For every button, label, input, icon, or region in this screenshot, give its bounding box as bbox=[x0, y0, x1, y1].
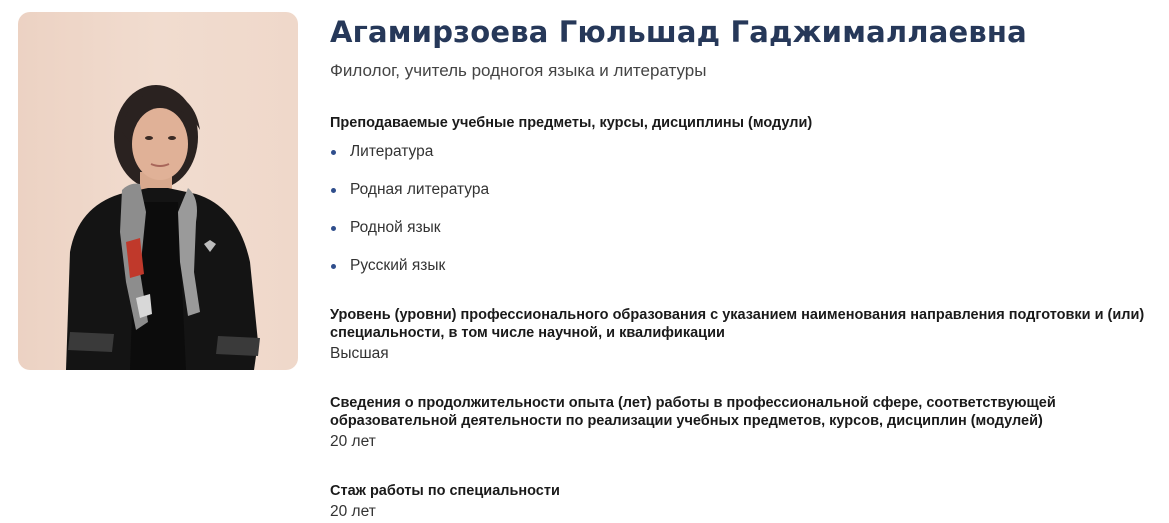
teacher-position: Филолог, учитель родногоя языка и литературы bbox=[330, 61, 707, 80]
list-item: Родной язык bbox=[330, 218, 1155, 238]
stazh-value: 20 лет bbox=[330, 503, 376, 520]
experience-label: Сведения о продолжительности опыта (лет) работы в профессиональной сфере, соответствующей образовательной деятельности по реализации учебных предметов, курсов, дисциплин (модулей) bbox=[330, 395, 1056, 429]
stazh-block bbox=[330, 482, 1155, 522]
experience-block bbox=[330, 394, 1155, 452]
stazh-label: Стаж работы по специальности bbox=[330, 483, 560, 499]
person-photo-icon bbox=[18, 12, 298, 370]
teacher-name: Агамирзоева Гюльшад Гаджималлаевна bbox=[330, 15, 1027, 49]
list-item: Родная литература bbox=[330, 180, 1155, 200]
teacher-photo bbox=[18, 12, 298, 370]
list-item: Литература bbox=[330, 142, 1155, 162]
experience-value: 20 лет bbox=[330, 433, 376, 450]
subjects-list bbox=[330, 142, 1155, 276]
subjects-label: Преподаваемые учебные предметы, курсы, дисциплины (модули) bbox=[330, 115, 813, 131]
list-item: Русский язык bbox=[330, 256, 1155, 276]
education-value: Высшая bbox=[330, 345, 389, 362]
education-block bbox=[330, 306, 1155, 364]
education-label: Уровень (уровни) профессионального образования с указанием наименования направления подготовки и (или) специальности, в том числе научной, и квалификации bbox=[330, 307, 1145, 341]
teacher-info bbox=[330, 12, 1155, 522]
